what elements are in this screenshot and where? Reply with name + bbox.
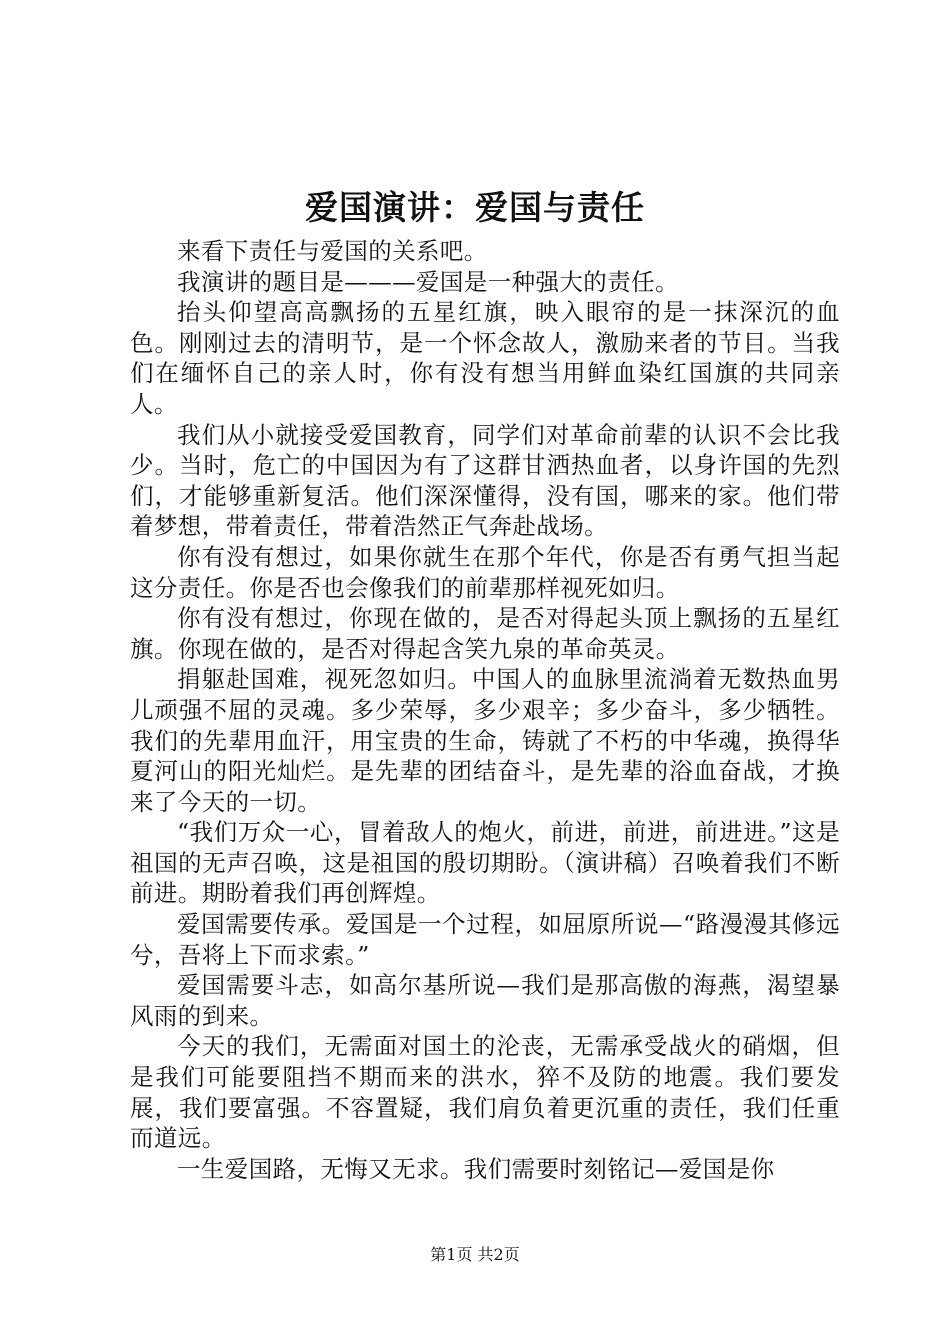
paragraph-7: 捐躯赴国难，视死忽如归。中国人的血脉里流淌着无数热血男儿顽强不屈的灵魂。多少荣辱，多少艰辛；多少奋斗，多少牺牲。我们的先辈用血汗，用宝贵的生命，铸就了不朽的中华魂，换得华夏河山的阳光灿烂。是先辈的团结奋斗，是先辈的浴血奋战，才换来了今天的一切。 [130, 665, 840, 816]
paragraph-5: 你有没有想过，如果你就生在那个年代，你是否有勇气担当起这分责任。你是否也会像我们的前辈那样视死如归。 [130, 542, 840, 602]
document-title: 爱国演讲：爱国与责任 [305, 188, 645, 227]
paragraph-4: 我们从小就接受爱国教育，同学们对革命前辈的认识不会比我少。当时，危亡的中国因为有了这群甘洒热血者，以身许国的先烈们，才能够重新复活。他们深深懂得，没有国，哪来的家。他们带着梦想，带着责任，带着浩然正气奔赴战场。 [130, 420, 840, 541]
paragraph-6: 你有没有想过，你现在做的，是否对得起头顶上飘扬的五星红旗。你现在做的，是否对得起含笑九泉的革命英灵。 [130, 604, 840, 663]
document-body [130, 236, 840, 1184]
paragraph-8: “我们万众一心，冒着敌人的炮火，前进，前进，前进进。”这是祖国的无声召唤，这是祖国的殷切期盼。（演讲稿）召唤着我们不断前进。期盼着我们再创辉煌。 [130, 818, 840, 908]
paragraph-11: 今天的我们，无需面对国土的沦丧，无需承受战火的硝烟，但是我们可能要阻挡不期而来的洪水，猝不及防的地震。我们要发展，我们要富强。不容置疑，我们肩负着更沉重的责任，我们任重而道远。 [130, 1032, 840, 1153]
paragraph-1: 来看下责任与爱国的关系吧。 [177, 237, 488, 265]
paragraph-3: 抬头仰望高高飘扬的五星红旗，映入眼帘的是一抹深沉的血色。刚刚过去的清明节，是一个怀念故人，激励来者的节目。当我们在缅怀自己的亲人时，你有没有想当用鲜血染红国旗的共同亲人。 [130, 298, 840, 418]
paragraph-12: 一生爱国路，无悔又无求。我们需要时刻铭记—爱国是你 [177, 1154, 775, 1183]
paragraph-2: 我演讲的题目是———爱国是一种强大的责任。 [177, 267, 679, 296]
paragraph-10: 爱国需要斗志，如高尔基所说—我们是那高傲的海燕，渴望暴风雨的到来。 [130, 971, 840, 1030]
paragraph-9: 爱国需要传承。爱国是一个过程，如屈原所说—“路漫漫其修远兮，吾将上下而求索。” [130, 910, 840, 969]
page-number-footer: 第1页 共2页 [430, 1245, 520, 1264]
